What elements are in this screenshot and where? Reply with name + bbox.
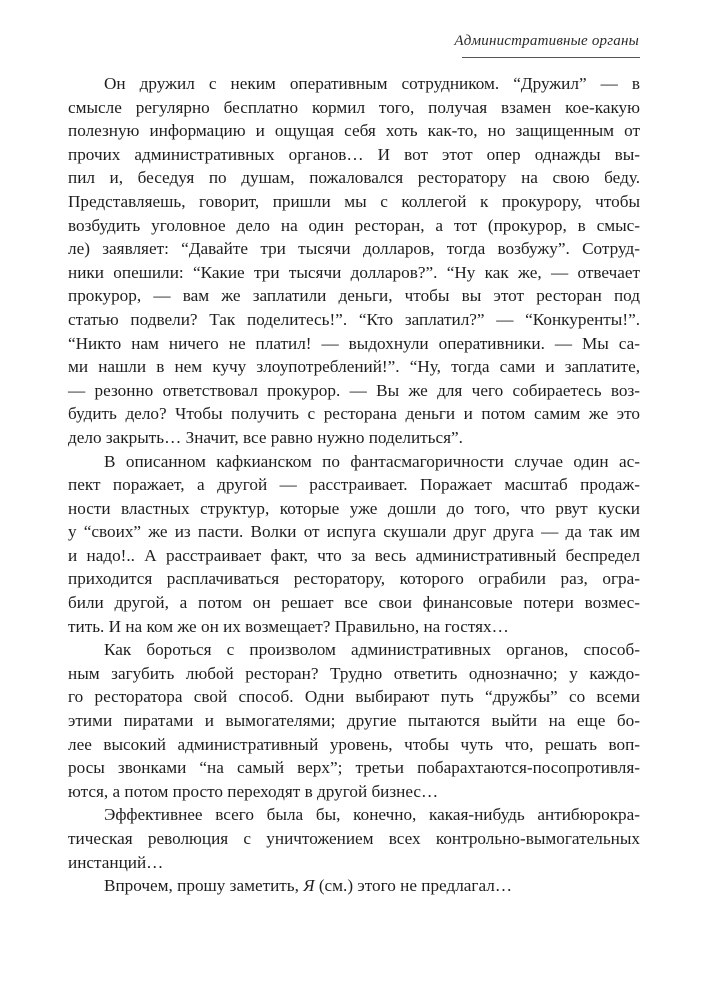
text-line: инстанций… xyxy=(68,852,164,872)
text-line: дело закрыть… Значит, все равно нужно поделиться”. xyxy=(68,427,463,447)
text-line: Впрочем, прошу заметить, Я (см.) этого не предлагал… xyxy=(104,876,513,896)
text-line: Как бороться с произволом административных органов, способ- xyxy=(104,640,640,660)
body-text xyxy=(68,72,640,898)
text-line: и надо!.. А расстраивает факт, что за весь административный беспредел xyxy=(68,545,640,565)
text-line: будить дело? Чтобы получить с ресторана деньги и потом самим же это xyxy=(68,404,640,424)
text-line: возбудить уголовное дело на один ресторан, а тот (прокурор, в смыс- xyxy=(68,215,640,235)
text-line: приходится расплачиваться ресторатору, которого ограбили раз, огра- xyxy=(68,569,640,589)
text-line: ле) заявляет: “Давайте три тысячи долларов, тогда возбужу”. Сотруд- xyxy=(68,239,640,259)
running-head-title: Административные органы xyxy=(454,33,639,49)
paragraph xyxy=(68,450,640,639)
header-rule xyxy=(462,57,640,58)
text-line: смысле регулярно бесплатно кормил того, получая взамен кое-какую xyxy=(68,97,640,117)
text-line: у “своих” же из пасти. Волки от испуга скушали друг друга — да так им xyxy=(68,522,640,542)
text-line: этими пиратами и вымогателями; другие пытаются выйти на еще бо- xyxy=(68,711,640,731)
paragraph xyxy=(68,803,640,874)
text-line: тическая революция с уничтожением всех контрольно-вымогательных xyxy=(68,829,640,848)
text-line: статью подвели? Так поделитесь!”. “Кто заплатил?” — “Конкуренты!”. xyxy=(68,309,640,329)
paragraph-closing xyxy=(68,874,640,898)
paragraph xyxy=(68,72,640,450)
text-line: Эффективнее всего была бы, конечно, какая-нибудь антибюрокра- xyxy=(104,805,640,825)
text-line: В описанном кафкианском по фантасмагоричности случае один ас- xyxy=(104,451,640,471)
text-line: пил и, беседуя по душам, пожаловался ресторатору на свою беду. xyxy=(68,168,640,188)
text-line: росы звонками “на самый верх”; третьи побарахтаются-посопротивля- xyxy=(68,758,640,778)
text-line: ми нашли в нем кучу злоупотреблений!”. “Ну, тогда сами и заплатите, xyxy=(68,357,640,377)
text-line: тить. И на ком же он их возмещает? Правильно, на гостях… xyxy=(68,616,509,636)
text-line: полезную информацию и ощущая себя хоть как-то, но защищенным от xyxy=(68,121,640,141)
text-line: Представляешь, говорит, пришли мы с коллегой к прокурору, чтобы xyxy=(68,191,640,211)
text-line: били другой, а потом он решает все свои финансовые потери возмес- xyxy=(68,593,640,613)
text-line: лее высокий административный уровень, чтобы чуть что, решать воп- xyxy=(68,734,640,754)
text-line: прочих административных органов… И вот этот опер однажды вы- xyxy=(68,144,640,164)
text-line: ным загубить любой ресторан? Трудно ответить однозначно; у каждо- xyxy=(68,663,640,683)
text-line: ются, а потом просто переходят в другой бизнес… xyxy=(68,781,439,801)
italic-reference: Я xyxy=(303,876,315,896)
paragraphs-container xyxy=(68,72,640,874)
text-line: Он дружил с неким оперативным сотрудником. “Дружил” — в xyxy=(104,74,640,93)
text-line: прокурор, — вам же заплатили деньги, чтобы вы этот ресторан под xyxy=(68,286,640,306)
text-line: ники опешили: “Какие три тысячи долларов?”. “Ну как же, — отвечает xyxy=(68,262,640,282)
paragraph xyxy=(68,638,640,803)
text-line: — резонно ответствовал прокурор. — Вы же для чего собираетесь воз- xyxy=(68,380,640,400)
text-line: го ресторатора свой способ. Одни выбирают путь “дружбы” со всеми xyxy=(68,687,640,707)
text-line: ности властных структур, которые уже дошли до того, что рвут куски xyxy=(68,498,640,518)
text-line: пект поражает, а другой — расстраивает. Поражает масштаб продаж- xyxy=(68,475,640,495)
text-line: “Никто нам ничего не платил! — выдохнули оперативники. — Мы са- xyxy=(68,333,640,353)
